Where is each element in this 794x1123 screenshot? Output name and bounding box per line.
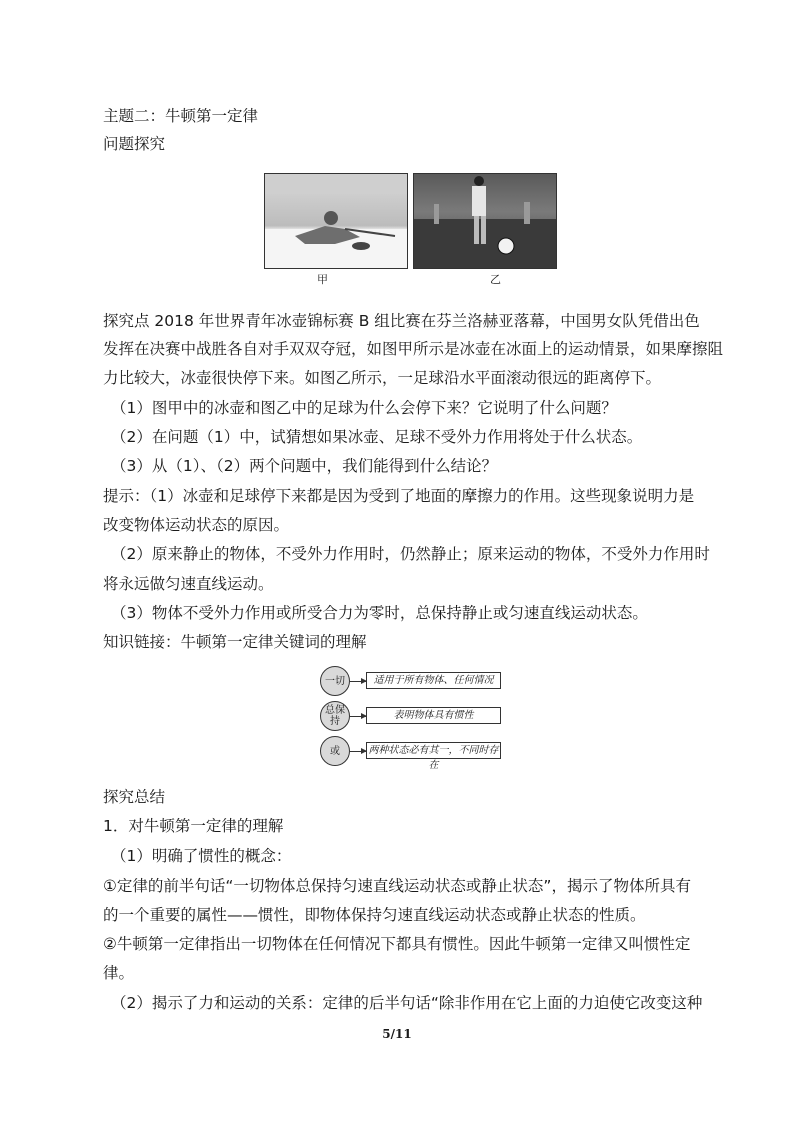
photo-football [413,173,557,269]
summary-line: 的一个重要的属性——惯性，即物体保持匀速直线运动状态或静止状态的性质。 [103,906,646,924]
photo-curling [264,173,408,269]
figure [264,173,557,269]
caption-b: 乙 [490,273,501,286]
summary-item: 1．对牛顿第一定律的理解 [103,817,284,835]
summary-line: ①定律的前半句话“一切物体总保持匀速直线运动状态或静止状态”，揭示了物体所具有 [103,877,691,895]
answer-line: 改变物体运动状态的原因。 [103,516,290,534]
paragraph-line: 力比较大，冰壶很快停下来。如图乙所示，一足球沿水平面滚动很远的距离停下。 [103,369,662,387]
paragraph-line: 探究点 2018 年世界青年冰壶锦标赛 B 组比赛在芬兰洛赫亚落幕，中国男女队凭借出色 [103,312,700,330]
keyword-node: 一切 [320,666,350,696]
answer-line: 提示：（1）冰壶和足球停下来都是因为受到了地面的摩擦力的作用。这些现象说明力是 [103,487,695,505]
caption-a: 甲 [317,273,328,286]
answer-line: 将永远做匀速直线运动。 [103,575,274,593]
keyword-diagram [320,663,505,771]
keyword-box: 两种状态必有其一，不同时存在 [366,742,501,759]
summary-line: ②牛顿第一定律指出一切物体在任何情况下都具有惯性。因此牛顿第一定律又叫惯性定 [103,935,691,953]
page-number: 5/11 [382,1027,412,1041]
keyword-arrow [350,681,366,682]
summary-title: 探究总结 [103,788,166,806]
question-2: （2）在问题（1）中，试猜想如果冰壶、足球不受外力作用将处于什么状态。 [111,428,643,446]
knowledge-link: 知识链接：牛顿第一定律关键词的理解 [103,633,367,651]
answer-line: （3）物体不受外力作用或所受合力为零时，总保持静止或匀速直线运动状态。 [111,604,648,622]
answer-line: （2）原来静止的物体，不受外力作用时，仍然静止；原来运动的物体，不受外力作用时 [111,545,710,563]
question-3: （3）从（1）、（2）两个问题中，我们能得到什么结论？ [111,457,498,475]
section-problem: 问题探究 [103,135,166,153]
question-1: （1）图甲中的冰壶和图乙中的足球为什么会停下来？它说明了什么问题？ [111,399,617,417]
keyword-node: 总保持 [320,701,350,731]
heading: 主题二：牛顿第一定律 [103,107,259,125]
paragraph-line: 发挥在决赛中战胜各自对手双双夺冠，如图甲所示是冰壶在冰面上的运动情景，如果摩擦阻 [103,340,724,358]
summary-line: （1）明确了惯性的概念： [111,847,292,865]
keyword-box: 适用于所有物体、任何情况 [366,672,501,689]
keyword-box: 表明物体具有惯性 [366,707,501,724]
keyword-arrow [350,751,366,752]
keyword-arrow [350,716,366,717]
summary-line: 律。 [103,964,135,982]
summary-line: （2）揭示了力和运动的关系：定律的后半句话“除非作用在它上面的力迫使它改变这种 [111,994,703,1012]
keyword-node: 或 [320,736,350,766]
